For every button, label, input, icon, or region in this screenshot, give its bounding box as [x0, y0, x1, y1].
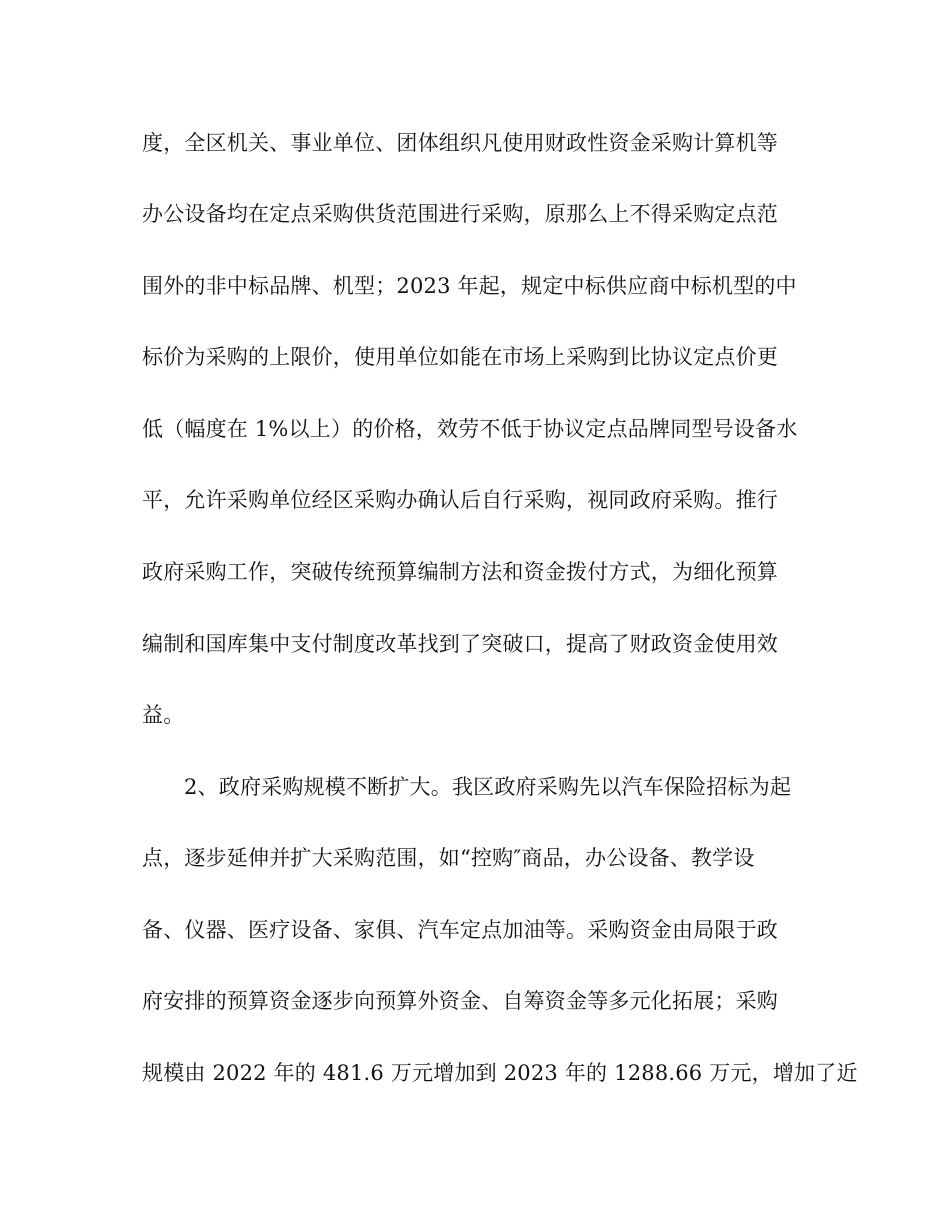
text-line: 备、仪器、医疗设备、家俱、汽车定点加油等。采购资金由局限于政 — [142, 918, 778, 942]
text-line: 2、政府采购规模不断扩大。我区政府采购先以汽车保险招标为起 — [184, 775, 792, 799]
text-line: 标价为采购的上限价，使用单位如能在市场上采购到比协议定点价更 — [142, 345, 778, 369]
text-line: 低（幅度在 1%以上）的价格，效劳不低于协议定点品牌同型号设备水 — [142, 417, 798, 441]
text-line: 平，允许采购单位经区采购办确认后自行采购，视同政府采购。推行 — [142, 488, 778, 512]
text-line: 点，逐步延伸并扩大采购范围，如“控购″商品，办公设备、教学设 — [142, 846, 755, 870]
text-line: 政府采购工作，突破传统预算编制方法和资金拨付方式，为细化预算 — [142, 560, 778, 584]
text-line: 办公设备均在定点采购供货范围进行采购，原那么上不得采购定点范 — [142, 202, 778, 226]
text-line: 规模由 2022 年的 481.6 万元增加到 2023 年的 1288.66 万元，增加了近 — [142, 1061, 858, 1085]
text-line: 编制和国库集中支付制度改革找到了突破口，提高了财政资金使用效 — [142, 632, 778, 656]
text-line: 度，全区机关、事业单位、团体组织凡使用财政性资金采购计算机等 — [142, 131, 778, 155]
text-line: 府安排的预算资金逐步向预算外资金、自筹资金等多元化拓展；采购 — [142, 989, 778, 1013]
text-line: 益。 — [142, 703, 185, 727]
text-line: 围外的非中标品牌、机型；2023 年起，规定中标供应商中标机型的中 — [142, 274, 797, 298]
